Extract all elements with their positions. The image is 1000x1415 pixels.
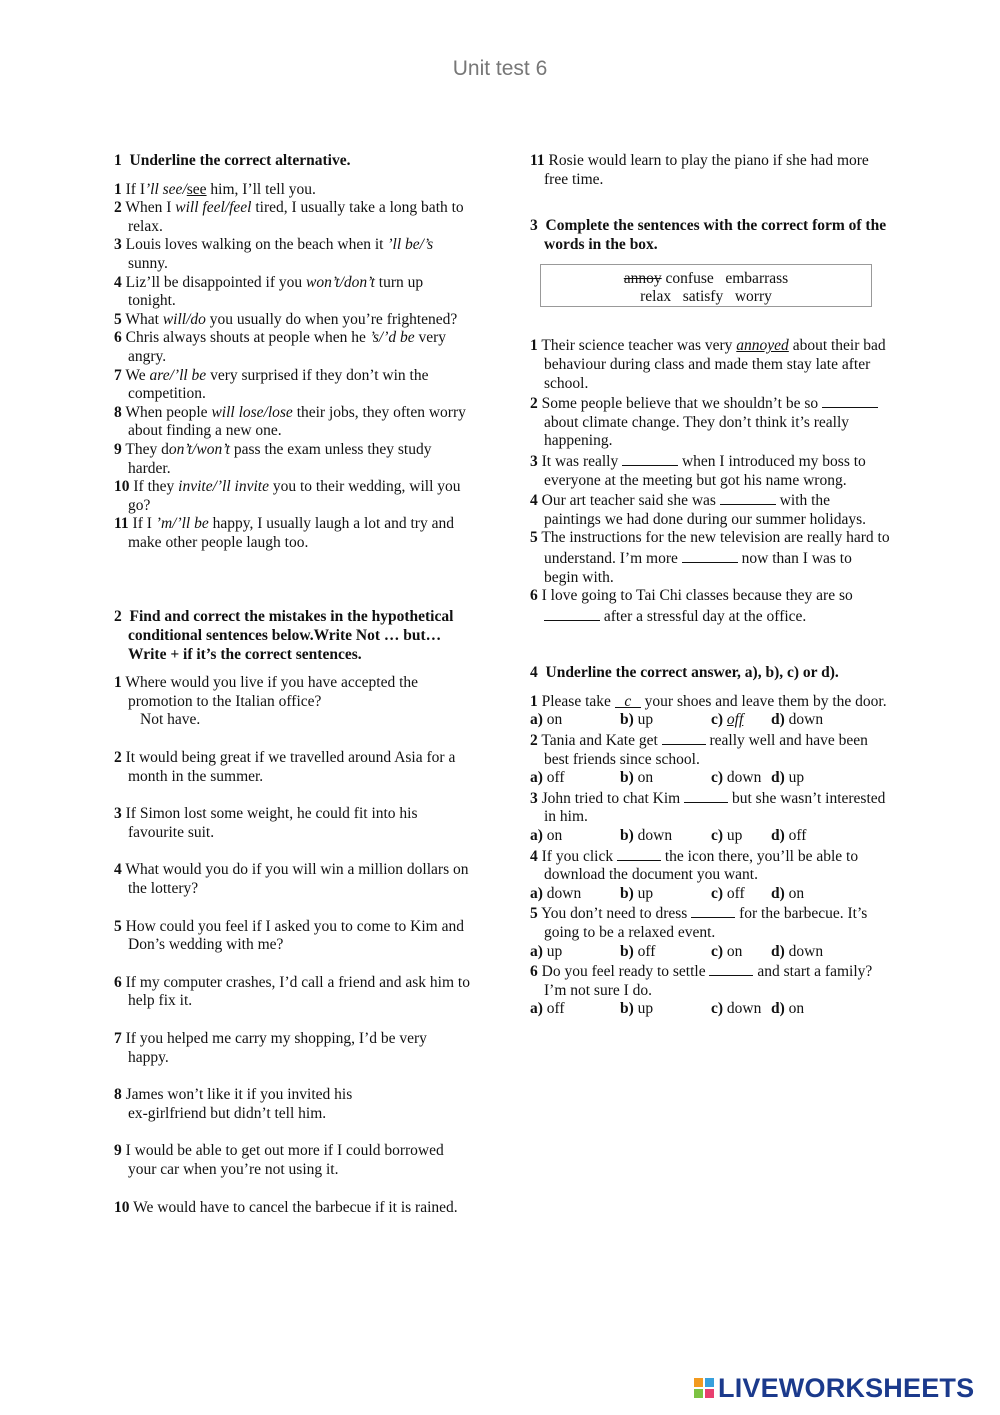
s4-question-2: 2 Tania and Kate get really well and have been best friends since school. (530, 732, 868, 768)
s3-blank-5[interactable] (682, 548, 738, 563)
s4-option-6-d[interactable]: d) on (771, 1000, 805, 1018)
s4-question-6: 6 Do you feel ready to settle and start a family? I’m not sure I do. (530, 963, 873, 999)
s4-option-1-c[interactable]: c) off (711, 711, 744, 729)
word-annoy: annoy (623, 270, 662, 288)
word-box: annoy confuse embarrass relax satisfy worry (540, 264, 872, 307)
liveworksheets-logo[interactable]: LIVEWORKSHEETS (694, 1378, 974, 1398)
s3-item-5: 5 The instructions for the new television are really hard to understand. I’m more now than I was to begin with. (530, 529, 890, 586)
s4-options-4 (530, 885, 890, 904)
s3-item-1: 1 Their science teacher was very annoyed about their bad behaviour during class and made them stay late after school. (530, 337, 886, 392)
s4-blank-3[interactable] (684, 788, 728, 803)
s1-item-3: 3 Louis loves walking on the beach when it ’ll be/’s sunny. (114, 236, 434, 272)
s3-blank-4[interactable] (720, 490, 776, 505)
s4-blank-4[interactable] (617, 846, 661, 861)
s1-item-7: 7 We are/’ll be very surprised if they don’t win the competition. (114, 366, 429, 403)
s4-option-1-b[interactable]: b) up (620, 711, 654, 729)
s3-blank-6[interactable] (544, 606, 600, 621)
s4-option-2-c[interactable]: c) down (711, 769, 762, 787)
s2-item-4: 4 What would you do if you will win a million dollars on the lottery? (114, 861, 469, 897)
s3-blank-3[interactable] (622, 451, 678, 466)
s4-option-4-a[interactable]: a) down (530, 884, 582, 902)
s4-option-3-c[interactable]: c) up (711, 827, 743, 845)
s1-item-2: 2 When I will feel/feel tired, I usually take a long bath to relax. (114, 199, 464, 235)
s2-item-2: 2 It would being great if we travelled around Asia for a month in the summer. (114, 749, 456, 785)
s4-option-6-c[interactable]: c) down (711, 1000, 762, 1018)
s4-question-1: 1 Please take c your shoes and leave them by the door. (530, 692, 887, 710)
logo-squares-icon (694, 1378, 714, 1398)
s4-blank-1[interactable]: c (615, 693, 641, 708)
s3-item-2: 2 Some people believe that we shouldn’t be so about climate change. They don’t think it’s really happening. (530, 393, 890, 451)
s4-option-3-d[interactable]: d) off (771, 827, 807, 845)
s4-options-5 (530, 943, 890, 962)
s1-item-11-continued: 11 Rosie would learn to play the piano if she had more free time. (530, 152, 869, 188)
s1-item-4: 4 Liz’ll be disappointed if you won’t/don’t turn up tonight. (114, 273, 424, 310)
s1-item-6: 6 Chris always shouts at people when he ’s/’d be very angry. (114, 329, 447, 365)
s4-option-1-d[interactable]: d) down (771, 711, 824, 729)
s4-option-5-b[interactable]: b) off (620, 942, 656, 960)
s2-item-9: 9 I would be able to get out more if I could borrowed your car when you’re not using it. (114, 1142, 444, 1178)
s4-option-1-a[interactable]: a) on (530, 711, 563, 729)
section-4-list (530, 693, 890, 1019)
s4-option-4-c[interactable]: c) off (711, 884, 745, 902)
s4-blank-5[interactable] (691, 903, 735, 918)
s2-answer-1[interactable]: Not have. (140, 711, 201, 729)
s4-option-5-a[interactable]: a) up (530, 942, 563, 960)
s1-item-1: 1 If I’ll see/see him, I’ll tell you. (114, 180, 316, 198)
s4-option-3-b[interactable]: b) down (620, 827, 673, 845)
s2-item-5: 5 How could you feel if I asked you to come to Kim and Don’s wedding with me? (114, 917, 464, 954)
s3-item-3: 3 It was really when I introduced my boss to everyone at the meeting but got his name wrong. (530, 452, 866, 489)
s1-item-10: 10 If they invite/’ll invite you to their wedding, will you go? (114, 478, 461, 514)
s2-item-8: 8 James won’t like it if you invited his ex-girlfriend but didn’t tell him. (114, 1086, 353, 1122)
section-1-heading: 1 Underline the correct alternative. (114, 152, 351, 169)
s4-question-5: 5 You don’t need to dress for the barbecue. It’s going to be a relaxed event. (530, 905, 868, 941)
s4-option-2-a[interactable]: a) off (530, 769, 565, 787)
s4-blank-6[interactable] (709, 961, 753, 976)
s1-item-11: 11 If I ’m/’ll be happy, I usually laugh a lot and try and make other people laugh too. (114, 515, 454, 551)
s4-option-2-d[interactable]: d) up (771, 769, 805, 787)
s4-option-4-d[interactable]: d) on (771, 884, 805, 902)
s3-blank-2[interactable] (822, 393, 878, 408)
section-2-heading: 2 Find and correct the mistakes in the hypothetical conditional sentences below.Write Not … but… Write + if it’s the correct sentences. (114, 608, 454, 663)
s1-item-9: 9 They don’t/won’t pass the exam unless they study harder. (114, 440, 432, 477)
section-4-heading: 4 Underline the correct answer, a), b), c) or d). (530, 664, 839, 682)
s2-item-7: 7 If you helped me carry my shopping, I’d be very happy. (114, 1029, 427, 1066)
section-3-heading: 3 Complete the sentences with the correct form of the words in the box. (530, 217, 887, 253)
s4-options-1 (530, 711, 890, 730)
s2-item-1: 1 Where would you live if you have accepted the promotion to the Italian office? (114, 674, 419, 710)
s4-option-4-b[interactable]: b) up (620, 884, 654, 902)
s2-item-10: 10 We would have to cancel the barbecue if it is rained. (114, 1198, 458, 1216)
s4-option-5-d[interactable]: d) down (771, 942, 824, 960)
s4-option-3-a[interactable]: a) on (530, 827, 563, 845)
s4-option-5-c[interactable]: c) on (711, 942, 743, 960)
s4-options-3 (530, 827, 890, 846)
right-column (530, 152, 890, 1019)
s4-options-2 (530, 769, 890, 788)
s3-item-4: 4 Our art teacher said she was with the paintings we had done during our summer holidays. (530, 492, 867, 528)
s2-item-6: 6 If my computer crashes, I’d call a friend and ask him to help fix it. (114, 973, 470, 1010)
s4-blank-2[interactable] (662, 730, 706, 745)
s2-item-3: 3 If Simon lost some weight, he could fit into his favourite suit. (114, 805, 418, 841)
s4-question-3: 3 John tried to chat Kim but she wasn’t interested in him. (530, 789, 886, 826)
s3-item-6: 6 I love going to Tai Chi classes because they are so after a stressful day at the office. (530, 587, 853, 625)
s4-options-6 (530, 1000, 890, 1019)
s4-option-6-b[interactable]: b) up (620, 1000, 654, 1018)
s1-item-5: 5 What will/do you usually do when you’re frightened? (114, 310, 458, 328)
page-title: Unit test 6 (452, 57, 548, 80)
left-column (114, 152, 470, 1217)
s4-question-4: 4 If you click the icon there, you’ll be able to download the document you want. (530, 847, 859, 884)
s4-option-2-b[interactable]: b) on (620, 769, 654, 787)
s1-item-8: 8 When people will lose/lose their jobs, they often worry about finding a new one. (114, 403, 466, 440)
s4-option-6-a[interactable]: a) off (530, 1000, 565, 1018)
